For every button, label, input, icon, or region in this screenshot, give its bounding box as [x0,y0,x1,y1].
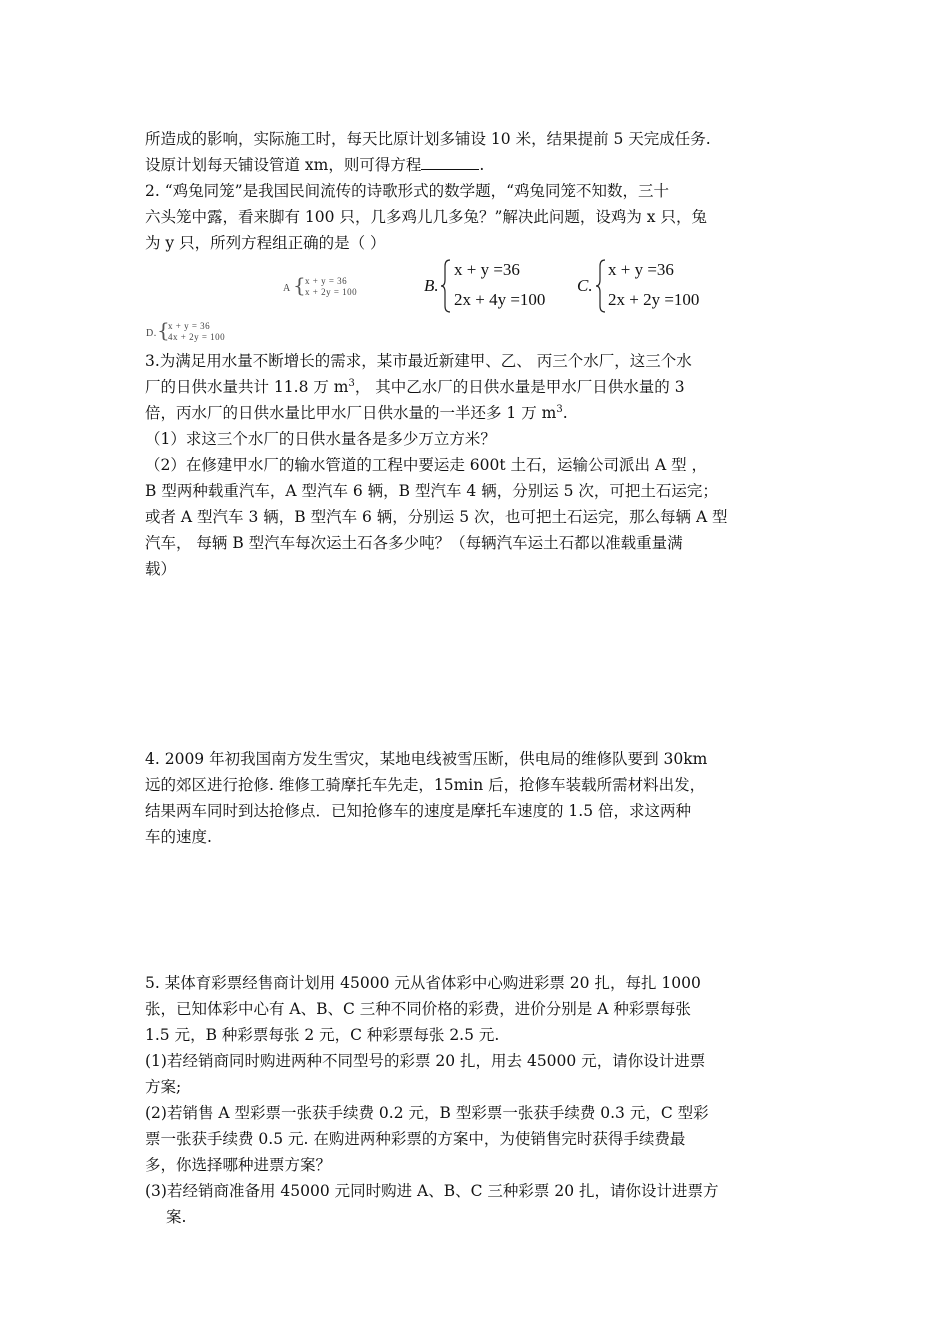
option-a-label: A [283,283,291,294]
q3-sub-2-line-1: （2）在修建甲水厂的输水管道的工程中要运走 600t 土石，运输公司派出 A 型 ， [145,456,708,474]
q5-line-5: 方案; [145,1078,182,1096]
option-c-eq1: x + y =36 [608,260,674,279]
q4-line-1: 4. 2009 年初我国南方发生雪灾，某地电线被雪压断，供电局的维修队要到 30km [145,750,708,768]
option-a-eq1: x + y = 36 [305,276,348,286]
q2-line-2: 六头笼中露，看来脚有 100 只，几多鸡儿几多兔？”解决此问题，设鸡为 x 只，兔 [145,208,707,226]
q2-line-1: 2. “鸡兔同笼”是我国民间流传的诗歌形式的数学题，“鸡兔同笼不知数，三十 [145,182,669,200]
q3-line-2-text: 厂的日供水量共计 11.8 万 m [145,378,349,396]
option-b-eq1: x + y =36 [454,260,520,279]
q4-line-2: 远的郊区进行抢修. 维修工骑摩托车先走，15min 后，抢修车装载所需材料出发， [145,776,706,794]
intro-line-2-text: 设原计划每天铺设管道 xm，则可得方程 [145,156,422,174]
intro-line-2 [145,152,484,178]
option-c-brace [595,258,607,314]
option-a-brace: { [293,273,306,297]
option-d-label: D. [146,328,157,339]
option-d-brace: { [157,318,170,342]
q3-line-3-text: 倍，丙水厂的日供水量比甲水厂日供水量的一半还多 1 万 m [145,404,557,422]
q5-line-9: (3)若经销商准备用 45000 元同时购进 A、B、C 三种彩票 20 扎，请你设计进票方 [145,1182,719,1200]
q3-line-1: 3.为满足用水量不断增长的需求，某市最近新建甲、乙、 丙三个水厂，这三个水 [145,352,692,370]
q5-line-10: 案. [166,1208,187,1226]
q3-line-3-end: . [562,404,568,422]
q3-line-2-rest: ， 其中乙水厂的日供水量是甲水厂日供水量的 3 [354,378,685,396]
intro-line-1: 所造成的影响，实际施工时，每天比原计划多铺设 10 米，结果提前 5 天完成任务. [145,130,711,148]
q3-sub-2-line-4: 汽车， 每辆 B 型汽车每次运土石各多少吨？（每辆汽车运土石都以准载重量满 [145,534,683,552]
q3-sub-2-line-3: 或者 A 型汽车 3 辆，B 型汽车 6 辆，分别运 5 次，也可把土石运完，那么每辆 A 型 [145,508,728,526]
option-b-brace [440,258,452,314]
option-a-eq2: x + 2y = 100 [305,287,358,297]
q3-sub-2-line-5: 载） [145,560,177,578]
q5-line-7: 票一张获手续费 0.5 元. 在购进两种彩票的方案中，为使销售完时获得手续费最 [145,1130,686,1148]
q3-sub-1: （1）求这三个水厂的日供水量各是多少万立方米？ [145,430,496,448]
q2-line-3: 为 y 只，所列方程组正确的是（ ） [145,234,386,252]
intro-line-2-end: . [479,156,485,174]
q3-superscript-2: 3 [556,403,563,415]
q3-line-3 [145,400,568,426]
q5-line-3: 1.5 元，B 种彩票每张 2 元，C 种彩票每张 2.5 元. [145,1026,500,1044]
option-b-eq2: 2x + 4y =100 [454,290,546,309]
q3-sub-2-line-2: B 型两种载重汽车，A 型汽车 6 辆，B 型汽车 4 辆，分别运 5 次，可把土石运完； [145,482,718,500]
option-d-eq2: 4x + 2y = 100 [168,332,226,342]
q4-line-4: 车的速度. [145,828,212,846]
answer-blank[interactable] [421,155,479,170]
q3-superscript-1: 3 [348,377,355,389]
q4-line-3: 结果两车同时到达抢修点．已知抢修车的速度是摩托车速度的 1.5 倍，求这两种 [145,802,692,820]
q5-line-2: 张，已知体彩中心有 A、B、C 三种不同价格的彩费，进价分别是 A 种彩票每张 [145,1000,691,1018]
option-c-eq2: 2x + 2y =100 [608,290,700,309]
q5-line-1: 5. 某体育彩票经售商计划用 45000 元从省体彩中心购进彩票 20 扎，每扎 1000 [145,974,701,992]
q5-line-6: (2)若销售 A 型彩票一张获手续费 0.2 元，B 型彩票一张获手续费 0.3 元，C 型彩 [145,1104,709,1122]
option-b-label: B. [424,276,439,295]
option-d-eq1: x + y = 36 [168,321,211,331]
q3-line-2 [145,374,685,400]
q5-line-8: 多，你选择哪种进票方案？ [145,1156,332,1174]
q5-line-4: (1)若经销商同时购进两种不同型号的彩票 20 扎，用去 45000 元，请你设计进票 [145,1052,706,1070]
option-c-label: C. [577,276,593,295]
